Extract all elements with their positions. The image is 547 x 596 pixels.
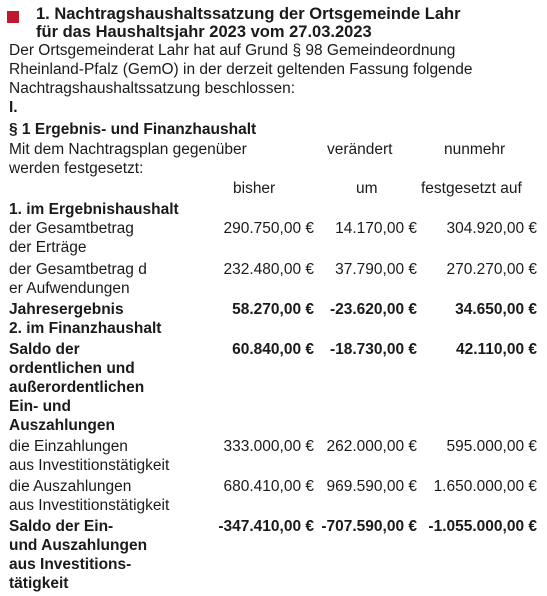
intro-line-1: Der Ortsgemeinderat Lahr hat auf Grund § 98 Gemeindeordnung <box>9 42 456 59</box>
ertraege-bisher: 290.750,00 € <box>223 220 314 237</box>
auszahlungen-fest: 1.650.000,00 € <box>433 478 537 495</box>
saldo-ord-label-4: Ein- und <box>9 398 71 415</box>
column-header-festgesetzt: festgesetzt auf <box>421 180 522 197</box>
einzahlungen-fest: 595.000,00 € <box>446 438 537 455</box>
finanz-heading: 2. im Finanzhaushalt <box>9 320 162 337</box>
ergebnis-heading: 1. im Ergebnishaushalt <box>9 201 179 218</box>
saldo-inv-label-2: und Auszahlungen <box>9 537 148 554</box>
saldo-inv-fest: -1.055.000,00 € <box>428 518 537 535</box>
aufwendungen-fest: 270.270,00 € <box>446 261 537 278</box>
aufwendungen-bisher: 232.480,00 € <box>223 261 314 278</box>
red-square-icon <box>7 11 19 23</box>
saldo-inv-bisher: -347.410,00 € <box>218 518 314 535</box>
saldo-ord-fest: 42.110,00 € <box>455 341 537 358</box>
jahresergebnis-um: -23.620,00 € <box>329 301 417 318</box>
einzahlungen-label-1: die Einzahlungen <box>9 438 128 455</box>
plan-text-line-2: werden festgesetzt: <box>9 160 144 177</box>
saldo-ord-bisher: 60.840,00 € <box>232 341 314 358</box>
auszahlungen-label-1: die Auszahlungen <box>9 478 132 495</box>
saldo-inv-label-4: tätigkeit <box>9 575 69 592</box>
jahresergebnis-label: Jahresergebnis <box>9 301 124 318</box>
saldo-ord-label-3: außerordentlichen <box>9 379 145 396</box>
auszahlungen-um: 969.590,00 € <box>326 478 417 495</box>
aufwendungen-label-1: der Gesamtbetrag d <box>9 261 147 278</box>
saldo-inv-um: -707.590,00 € <box>321 518 417 535</box>
section-roman: I. <box>9 99 18 116</box>
plan-text-part-1: Mit dem Nachtragsplan gegenüber <box>9 141 247 158</box>
intro-line-3: Nachtragshaushaltssatzung beschlossen: <box>9 80 296 97</box>
saldo-inv-label-1: Saldo der Ein- <box>9 518 114 535</box>
ertraege-label-1: der Gesamtbetrag <box>9 220 134 237</box>
page-title <box>36 5 461 41</box>
ertraege-label-2: der Erträge <box>9 239 87 256</box>
plan-text-part-3: nunmehr <box>444 141 506 158</box>
column-header-bisher: bisher <box>233 180 276 197</box>
einzahlungen-bisher: 333.000,00 € <box>223 438 314 455</box>
saldo-ord-label-5: Auszahlungen <box>9 417 115 434</box>
section-heading: § 1 Ergebnis- und Finanzhaushalt <box>9 121 257 138</box>
title-line-1: 1. Nachtragshaushaltssatzung der Ortsgemeinde Lahr <box>36 5 461 23</box>
einzahlungen-label-2: aus Investitionstätigkeit <box>9 457 170 474</box>
saldo-inv-label-3: aus Investitions- <box>9 556 132 573</box>
auszahlungen-label-2: aus Investitionstätigkeit <box>9 497 170 514</box>
ertraege-um: 14.170,00 € <box>335 220 417 237</box>
plan-text-part-2: verändert <box>327 141 393 158</box>
saldo-ord-um: -18.730,00 € <box>329 341 417 358</box>
jahresergebnis-fest: 34.650,00 € <box>455 301 537 318</box>
saldo-ord-label-1: Saldo der <box>9 341 80 358</box>
ertraege-fest: 304.920,00 € <box>446 220 537 237</box>
jahresergebnis-bisher: 58.270,00 € <box>232 301 314 318</box>
aufwendungen-um: 37.790,00 € <box>335 261 417 278</box>
intro-line-2: Rheinland-Pfalz (GemO) in der derzeit geltenden Fassung folgende <box>9 61 473 78</box>
einzahlungen-um: 262.000,00 € <box>326 438 417 455</box>
saldo-ord-label-2: ordentlichen und <box>9 360 135 377</box>
auszahlungen-bisher: 680.410,00 € <box>223 478 314 495</box>
title-line-2: für das Haushaltsjahr 2023 vom 27.03.2023 <box>36 23 372 41</box>
column-header-um: um <box>356 180 378 197</box>
aufwendungen-label-2: er Aufwendungen <box>9 280 130 297</box>
